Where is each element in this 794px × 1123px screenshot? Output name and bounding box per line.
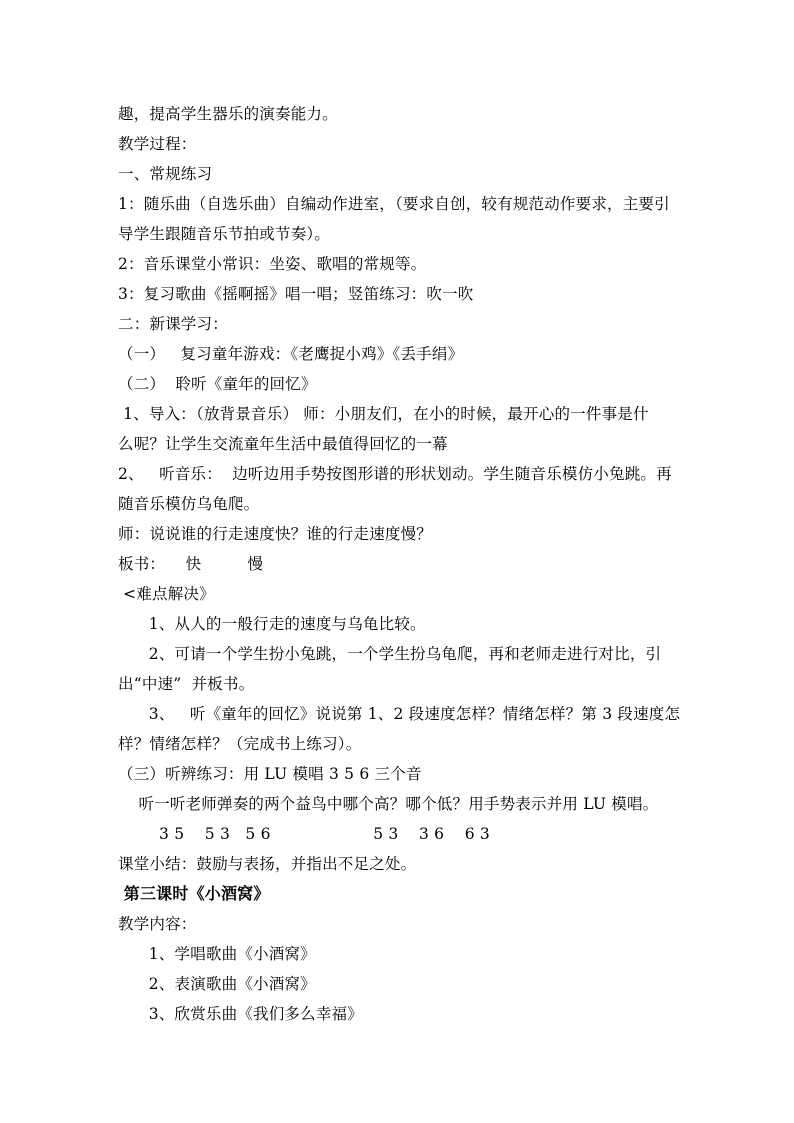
text-line: 师：说说谁的行走速度快？谁的行走速度慢？ xyxy=(118,525,433,543)
text-line: 听一听老师弹奏的两个益鸟中哪个高？哪个低？用手势表示并用 LU 模唱。 xyxy=(118,795,659,813)
text-line: 2、 听音乐： 边听边用手势按图形谱的形状划动。学生随音乐模仿小兔跳。再 xyxy=(118,465,672,483)
lesson-heading: 第三课时《小酒窝》 xyxy=(118,884,270,903)
text-line: 导学生跟随音乐节拍或节奏）。 xyxy=(118,225,331,243)
text-line: 3、欣赏乐曲《我们多么幸福》 xyxy=(118,1005,363,1023)
text-line: 3：复习歌曲《摇啊摇》唱一唱；竖笛练习：吹一吹 xyxy=(118,285,474,303)
text-line: 样？情绪怎样？（完成书上练习）。 xyxy=(118,735,362,753)
text-line: （二） 聆听《童年的回忆》 xyxy=(118,375,317,393)
text-line: 板书： 快 慢 xyxy=(118,555,264,573)
text-line: 教学过程： xyxy=(118,135,197,153)
section-heading: 一、常规练习 xyxy=(118,165,213,183)
text-line: 3 5 5 3 5 6 5 3 3 6 6 3 xyxy=(118,825,490,843)
text-line: 1、学唱歌曲《小酒窝》 xyxy=(118,945,316,963)
text-line: 么呢？让学生交流童年生活中最值得回忆的一幕 xyxy=(118,435,448,453)
text-line: 教学内容： xyxy=(118,915,197,933)
section-heading: 二：新课学习： xyxy=(118,315,228,333)
text-line: 2、可请一个学生扮小兔跳，一个学生扮乌龟爬，再和老师走进行对比，引 xyxy=(118,645,662,663)
text-line: <难点解决》 xyxy=(118,585,215,603)
text-line: 2、表演歌曲《小酒窝》 xyxy=(118,975,316,993)
text-line: 课堂小结：鼓励与表扬，并指出不足之处。 xyxy=(118,855,417,873)
text-line: 1、导入：（放背景音乐） 师：小朋友们，在小的时候，最开心的一件事是什 xyxy=(118,405,649,423)
text-line: 随音乐模仿乌龟爬。 xyxy=(118,495,260,513)
text-line: 出“中速” 并板书。 xyxy=(118,675,255,693)
text-line: 趣，提高学生器乐的演奏能力。 xyxy=(118,105,338,123)
text-line: （一） 复习童年游戏：《老鹰捉小鸡》《丢手绢》 xyxy=(118,345,464,363)
text-line: （三）听辨练习：用 LU 模唱 3 5 6 三个音 xyxy=(118,765,422,783)
text-line: 2：音乐课堂小常识：坐姿、歌唱的常规等。 xyxy=(118,255,427,273)
text-line: 1：随乐曲（自选乐曲）自编动作进室，（要求自创，较有规范动作要求，主要引 xyxy=(118,195,670,213)
text-line: 1、从人的一般行走的速度与乌龟比较。 xyxy=(118,615,426,633)
text-line: 3、 听《童年的回忆》说说第 1、2 段速度怎样？情绪怎样？第 3 段速度怎 xyxy=(118,705,681,723)
